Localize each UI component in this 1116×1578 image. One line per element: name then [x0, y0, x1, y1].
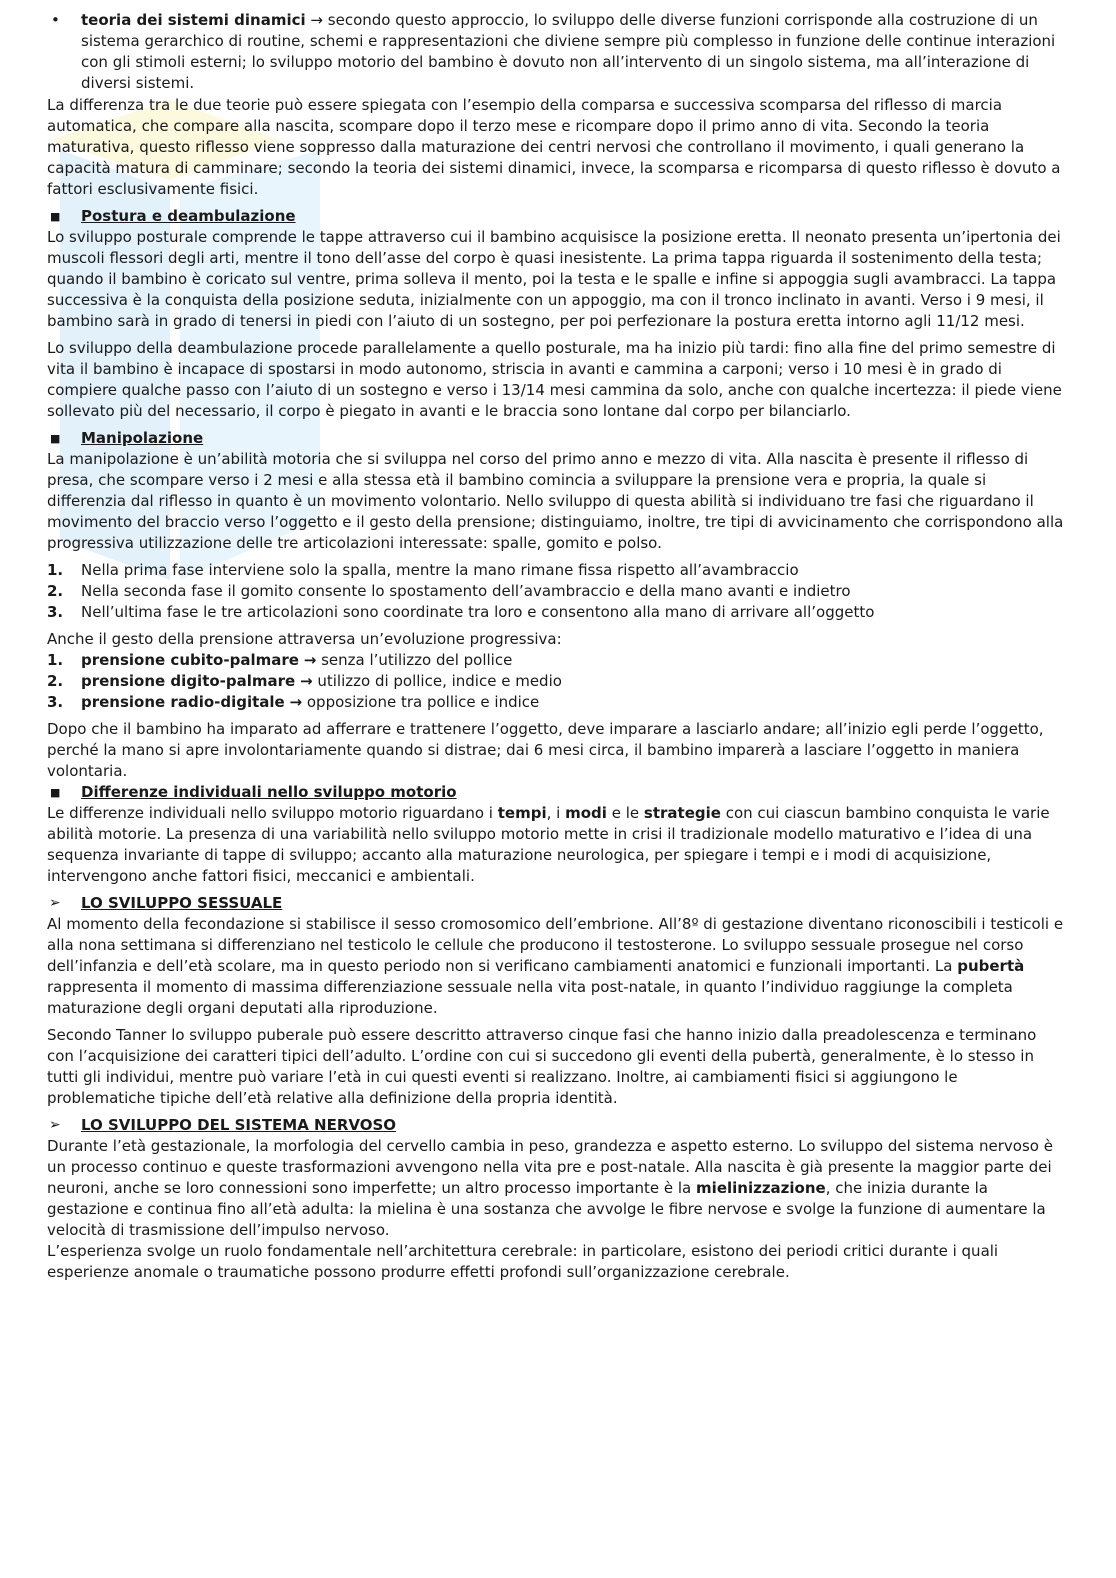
list-item: 1. prensione cubito-palmare → senza l’utilizzo del pollice	[47, 651, 513, 669]
list-item: 1. Nella prima fase interviene solo la spalla, mentre la mano rimane fissa rispetto all’avambraccio	[47, 561, 799, 579]
arrow-icon: →	[310, 11, 323, 29]
bold-term: teoria dei sistemi dinamici	[81, 11, 306, 29]
paragraph: Al momento della fecondazione si stabilisce il sesso cromosomico dell’embrione. All’8º di gestazione diventano riconoscibili i testicoli e alla nona settimana si differenziano nel testicolo le cellule che producono il testosterone. Lo sviluppo sessuale prosegue nel corso dell’infanzia e dell’età scolare, ma in questo periodo non si verificano cambiamenti anatomici e funzionali importanti. La pubertà rappresenta il momento di massima differenziazione sessuale nella vita post-natale, in quanto l’individuo raggiunge la completa maturazione degli organi deputati alla riproduzione.	[47, 915, 1064, 1017]
paragraph: Dopo che il bambino ha imparato ad afferrare e trattenere l’oggetto, deve imparare a lasciarlo andare; all’inizio egli perde l’oggetto, perché la mano si apre involontariamente quando si distrae; dai 6 mesi circa, il bambino imparerà a lasciare l’oggetto in maniera volontaria.	[47, 720, 1044, 780]
paragraph: Secondo Tanner lo sviluppo puberale può essere descritto attraverso cinque fasi che hanno inizio dalla preadolescenza e terminano con l’acquisizione dei caratteri tipici dell’adulto. L’ordine con cui si succedono gli eventi della pubertà, generalmente, è lo stesso in tutti gli individui, mentre può variare l’età in cui questi eventi si realizzano. Inoltre, ai cambiamenti fisici si aggiungono le problematiche tipiche dell’età relative alla definizione della propria identità.	[47, 1026, 1037, 1107]
arrow-icon: →	[303, 651, 317, 669]
square-bullet-icon: ■	[50, 786, 61, 799]
paragraph: Le differenze individuali nello sviluppo motorio riguardano i tempi, i modi e le strategie con cui ciascun bambino conquista le varie abilità motorie. La presenza di una variabilità nello sviluppo motorio mette in crisi il tradizionale modello maturativo e l’idea di una sequenza invariante di tappe di sviluppo; accanto alla maturazione neurologica, per spiegare i tempi e i modi di acquisizione, intervengono anche fattori fisici, meccanici e ambientali.	[47, 804, 1050, 885]
paragraph: La differenza tra le due teorie può essere spiegata con l’esempio della comparsa e successiva scomparsa del riflesso di marcia automatica, che compare alla nascita, scompare dopo il terzo mese e ricompare dopo il primo anno di vita. Secondo la teoria maturativa, questo riflesso viene soppresso dalla maturazione dei centri nervosi che controllano il movimento, i quali generano la capacità matura di camminare; secondo la teoria dei sistemi dinamici, invece, la scomparsa e ricomparsa di questo riflesso è dovuto a fattori esclusivamente fisici.	[47, 96, 1061, 198]
section-heading-manipolazione: ■ Manipolazione	[47, 428, 1065, 449]
list-item: 2. Nella seconda fase il gomito consente lo spostamento dell’avambraccio e della mano avanti e indietro	[47, 582, 851, 600]
list-item: 3. prensione radio-digitale → opposizione tra pollice e indice	[47, 693, 540, 711]
bullet-dot: •	[51, 11, 60, 29]
phases-list	[47, 560, 1065, 623]
paragraph: La manipolazione è un’abilità motoria che si sviluppa nel corso del primo anno e mezzo di vita. Alla nascita è presente il riflesso di presa, che scompare verso i 2 mesi e alla stessa età il bambino comincia a sviluppare la prensione vera e propria, la quale si differenzia dal riflesso in quanto è un movimento volontario. Nello sviluppo di questa abilità si individuano tre fasi che riguardano il movimento del braccio verso l’oggetto e il gesto della prensione; distinguiamo, inoltre, tre tipi di avvicinamento che corrispondono alla progressiva utilizzazione delle tre articolazioni interessate: spalle, gomito e polso.	[47, 450, 1064, 552]
arrow-icon: →	[300, 672, 313, 690]
paragraph: L’esperienza svolge un ruolo fondamentale nell’architettura cerebrale: in particolare, esistono dei periodi critici durante i quali esperienze anomale o traumatiche possono produrre effetti profondi sull’organizzazione cerebrale.	[47, 1242, 999, 1281]
bullet-item	[47, 10, 1065, 94]
section-heading-differenze: ■ Differenze individuali nello sviluppo motorio	[47, 782, 1065, 803]
section-heading-postura: ■ Postura e deambulazione	[47, 206, 1065, 227]
paragraph: Durante l’età gestazionale, la morfologia del cervello cambia in peso, grandezza e aspetto esterno. Lo sviluppo del sistema nervoso è un processo continuo e queste trasformazioni avvengono nella vita pre e post-natale. Alla nascita è già presente la maggior parte dei neuroni, anche se loro connessioni sono imperfette; un altro processo importante è la mielinizzazione, che inizia durante la gestazione e continua fino all’età adulta: la mielina è una sostanza che avvolge le fibre nervose e svolge la funzione di aumentare la velocità di trasmissione dell’impulso nervoso.	[47, 1137, 1053, 1239]
section-heading-sistema-nervoso: ➢ LO SVILUPPO DEL SISTEMA NERVOSO	[49, 1116, 397, 1134]
arrowhead-bullet-icon: ➢	[49, 1117, 61, 1133]
section-heading-sviluppo-sessuale: ➢ LO SVILUPPO SESSUALE	[49, 894, 283, 912]
list-item: 2. prensione digito-palmare → utilizzo di pollice, indice e medio	[47, 672, 562, 690]
arrow-icon: →	[289, 693, 303, 711]
arrowhead-bullet-icon: ➢	[49, 895, 61, 911]
list-item: 3. Nell’ultima fase le tre articolazioni sono coordinate tra loro e consentono alla mano di arrivare all’oggetto	[47, 603, 875, 621]
square-bullet-icon: ■	[50, 210, 61, 223]
prensione-list	[47, 650, 1065, 713]
document-page	[47, 10, 1065, 1289]
paragraph: Lo sviluppo posturale comprende le tappe attraverso cui il bambino acquisisce la posizione eretta. Il neonato presenta un’ipertonia dei muscoli flessori degli arti, mentre il tono dell’asse del corpo è quasi inesistente. La prima tappa riguarda il sostenimento della testa; quando il bambino è coricato sul ventre, prima solleva il mento, poi la testa e le spalle e infine si appoggia sugli avambracci. La tappa successiva è la conquista della posizione seduta, inizialmente con un appoggio, ma con il tronco inclinato in avanti. Verso i 9 mesi, il bambino sarà in grado di tenersi in piedi con l’aiuto di un sostegno, per poi perfezionare la postura eretta intorno agli 11/12 mesi.	[47, 228, 1061, 330]
square-bullet-icon: ■	[50, 432, 61, 445]
bullet-text: secondo questo approccio, lo sviluppo delle diverse funzioni corrisponde alla costruzione di un sistema gerarchico di routine, schemi e rappresentazioni che diviene sempre più complesso in funzione delle continue interazioni con gli stimoli esterni; lo sviluppo motorio del bambino è dovuto non all’intervento di un singolo sistema, ma all’interazione di diversi sistemi.	[81, 11, 1056, 92]
paragraph: Lo sviluppo della deambulazione procede parallelamente a quello posturale, ma ha inizio più tardi: fino alla fine del primo semestre di vita il bambino è incapace di spostarsi in modo autonomo, striscia in avanti e cammina a carponi; verso i 10 mesi è in grado di compiere qualche passo con l’aiuto di un sostegno e verso i 13/14 mesi cammina da solo, anche con qualche incertezza: il piede viene sollevato più del necessario, il corpo è piegato in avanti e le braccia sono lontane dal corpo per bilanciarlo.	[47, 339, 1062, 420]
paragraph: Anche il gesto della prensione attraversa un’evoluzione progressiva:	[47, 630, 562, 648]
